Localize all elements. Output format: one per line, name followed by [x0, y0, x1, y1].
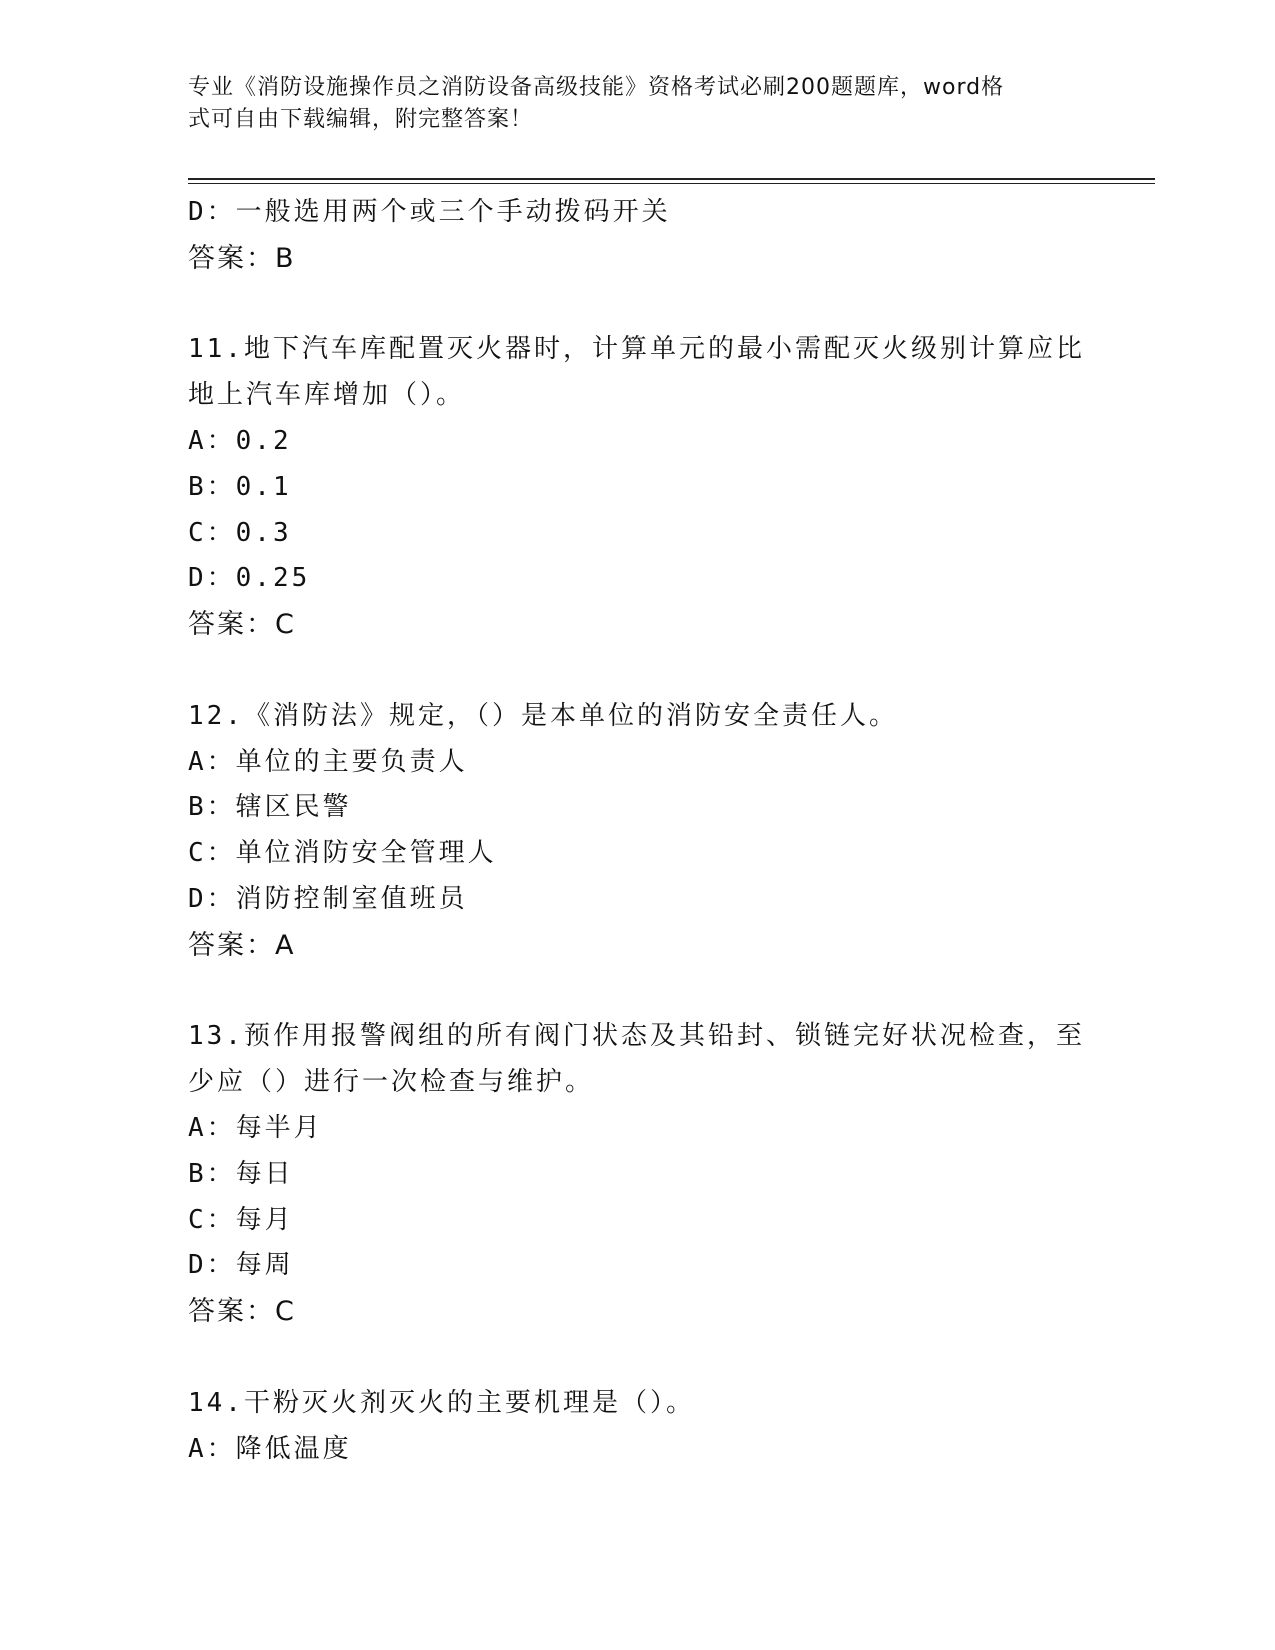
question-14 [188, 1381, 1088, 1473]
question-stem-line-1: 14.干粉灭火剂灭火的主要机理是（）。 [188, 1387, 695, 1418]
option-c: C：单位消防安全管理人 [188, 838, 497, 869]
answer-line: 答案：C [188, 1296, 296, 1328]
question-stem-line-1: 13.预作用报警阀组的所有阀门状态及其铅封、锁链完好状况检查，至 [188, 1021, 1085, 1052]
header-line-1: 专业《消防设施操作员之消防设备高级技能》资格考试必刷200题题库，word格 [188, 75, 1005, 100]
option-c: C：每月 [188, 1204, 294, 1235]
option-b: B：0.1 [188, 471, 292, 502]
option-d: D：0.25 [188, 563, 311, 594]
header-divider-thick [188, 178, 1155, 180]
option-b: B：每日 [188, 1158, 294, 1189]
option-c: C：0.3 [188, 517, 292, 548]
option-d: D：一般选用两个或三个手动拨码开关 [188, 197, 671, 227]
question-11 [188, 327, 1088, 648]
answer-line: 答案：A [188, 929, 296, 961]
question-stem-line-2: 少应（）进行一次检查与维护。 [188, 1067, 595, 1098]
answer-line: 答案：B [188, 242, 296, 274]
question-10-continued [188, 190, 1088, 282]
answer-line: 答案：C [188, 609, 296, 641]
question-stem-line-1: 12.《消防法》规定，（）是本单位的消防安全责任人。 [188, 700, 898, 731]
header-line-2: 式可自由下载编辑，附完整答案！ [188, 107, 534, 132]
option-d: D：每周 [188, 1250, 294, 1281]
option-d: D：消防控制室值班员 [188, 883, 468, 914]
question-12 [188, 694, 1088, 969]
question-13 [188, 1014, 1088, 1335]
document-header [188, 72, 1068, 136]
question-stem-line-1: 11.地下汽车库配置灭火器时，计算单元的最小需配灭火级别计算应比 [188, 334, 1085, 365]
option-a: A：降低温度 [188, 1433, 352, 1464]
question-stem-line-2: 地上汽车库增加（）。 [188, 380, 466, 411]
option-a: A：每半月 [188, 1112, 323, 1143]
question-list [188, 190, 1088, 1472]
option-a: A：单位的主要负责人 [188, 746, 468, 777]
header-divider-thin [188, 183, 1155, 184]
option-a: A：0.2 [188, 425, 292, 456]
option-b: B：辖区民警 [188, 792, 352, 823]
